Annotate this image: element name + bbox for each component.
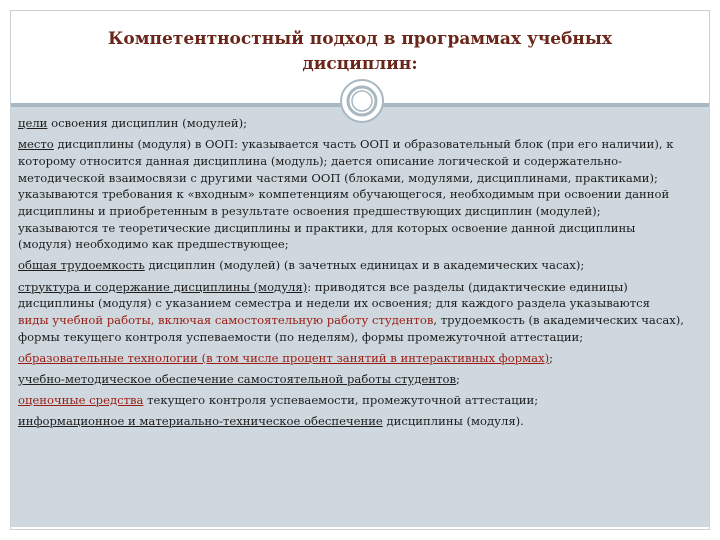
- text-structure-highlight: виды учебной работы, включая самостоятельную работу студентов: [18, 312, 434, 327]
- term-technologies: образовательные технологии (в том числе процент занятий в интерактивных формах): [18, 350, 550, 365]
- term-information-support: информационное и материально-техническое обеспечение: [18, 413, 383, 428]
- list-item-place: [18, 136, 684, 253]
- text-technologies: ;: [549, 350, 554, 365]
- circle-ornament-graphic: [346, 85, 378, 117]
- list-item-structure: [18, 279, 684, 346]
- slide-title: [11, 11, 709, 77]
- text-assessment: текущего контроля успеваемости, промежуточной аттестации;: [143, 392, 539, 407]
- list-item-workload: [18, 257, 684, 274]
- term-workload: общая трудоемкость: [18, 258, 145, 273]
- term-structure: структура и содержание дисциплины (модуля): [18, 279, 308, 294]
- list-item-methodical-support: [18, 371, 684, 388]
- list-item-goals: [18, 115, 684, 132]
- term-methodical-support: учебно-методическое обеспечение самостоятельной работы студентов: [18, 371, 456, 386]
- term-goals: цели: [18, 116, 48, 130]
- text-goals: освоения дисциплин (модулей);: [47, 116, 248, 130]
- slide-title-line-2: дисциплин:: [302, 54, 418, 74]
- text-information-support: дисциплины (модуля).: [382, 413, 524, 428]
- slide-title-line-1: Компетентностный подход в программах учебных: [107, 29, 613, 49]
- term-assessment: оценочные средства: [18, 392, 144, 407]
- list-item-technologies: [18, 350, 684, 367]
- text-methodical-support: ;: [456, 371, 460, 386]
- text-place: дисциплины (модуля) в ООП: указывается часть ООП и образовательный блок (при его наличии), к которому относится данная дисциплина (модуль); дается описание логической и содержательно-методической взаимосвязи с другими частями ООП (блоками, модулями, дисциплинами, практиками); указываются требования к «входным» компетенциям обучающегося, необходимым при освоении данной дисциплины и приобретенным в результате освоения предшествующих дисциплин (модулей); указываются те теоретические дисциплины и практики, для которых освоение данной дисциплины (модуля) необходимо как предшествующее;: [18, 137, 674, 252]
- list-item-information-support: [18, 413, 684, 430]
- requirements-list: [18, 115, 684, 434]
- text-structure-a: : приводятся все разделы (дидактические единицы) дисциплины (модуля) с указанием семестра и недели их освоения; для каждого раздела указываются: [18, 279, 650, 311]
- text-workload: дисциплин (модулей) (в зачетных единицах и в академических часах);: [144, 258, 585, 273]
- term-place: место: [18, 137, 54, 152]
- text-structure-b: , трудоемкость (в академических часах), формы текущего контроля успеваемости (по неделям), формы промежуточной аттестации;: [18, 312, 684, 344]
- list-item-assessment: [18, 392, 684, 409]
